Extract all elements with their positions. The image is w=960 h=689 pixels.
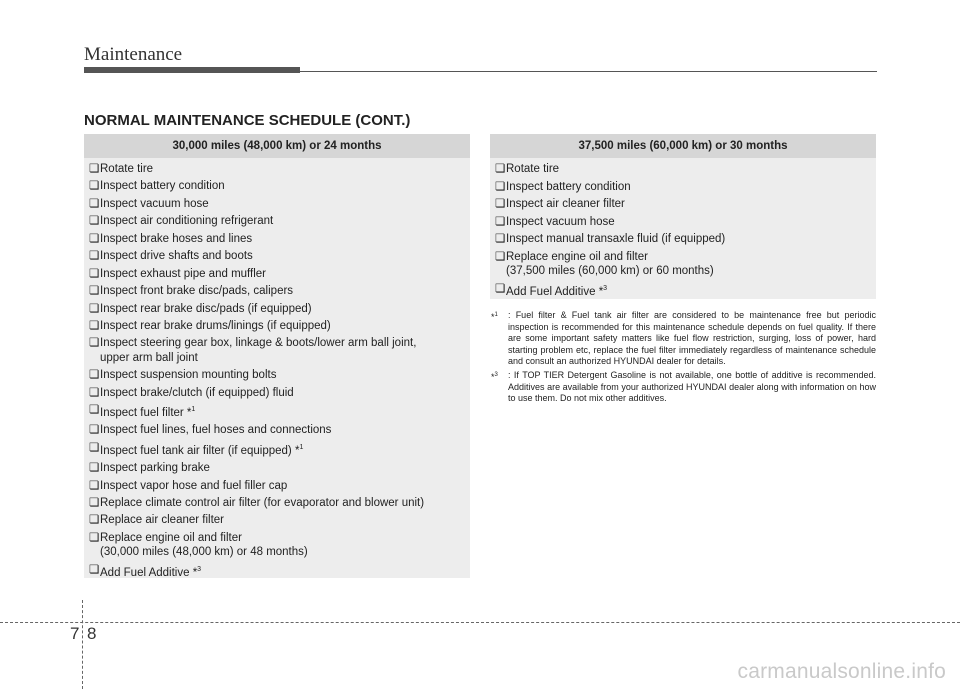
checklist-item-label: Add Fuel Additive * (100, 566, 198, 579)
checkbox-icon: ❏ (89, 232, 100, 245)
checklist-item (84, 441, 470, 458)
checkbox-icon: ❏ (89, 197, 100, 210)
checkbox-icon: ❏ (89, 285, 100, 298)
schedule-panel-37500 (490, 134, 876, 299)
footer-rule (0, 622, 960, 623)
header-rule (300, 71, 877, 72)
checklist-item-label: Inspect rear brake disc/pads (if equipped) (100, 302, 312, 315)
checklist-item (84, 162, 470, 177)
checklist-item (490, 232, 876, 247)
footnote-number: 1 (494, 312, 498, 318)
checklist-item (84, 513, 470, 528)
footnote (491, 310, 876, 368)
checklist-item (84, 336, 470, 365)
footnote-mark (491, 370, 498, 384)
checklist-item-label: Inspect vacuum hose (100, 197, 209, 210)
checklist-item (84, 232, 470, 247)
footnote-text: : If TOP TIER Detergent Gasoline is not available, one bottle of additive is recommended. Additives are available from your authorized HYUNDAI dealer along with information on how to use them. Do not mix other additives. (508, 369, 876, 404)
checkbox-icon: ❏ (89, 215, 100, 228)
checklist-item-label: Replace air cleaner filter (100, 514, 225, 527)
checkbox-icon: ❏ (495, 215, 506, 228)
checkbox-icon: ❏ (89, 479, 100, 492)
checkbox-icon: ❏ (89, 386, 100, 399)
checklist-item (490, 180, 876, 195)
checkbox-icon: ❏ (89, 369, 100, 382)
checklist-item (84, 302, 470, 317)
watermark: carmanualsonline.info (737, 660, 946, 683)
checkbox-icon: ❏ (89, 163, 100, 175)
checklist-item (84, 479, 470, 494)
checklist-item-label: Inspect brake/clutch (if equipped) fluid (100, 386, 294, 399)
checklist (490, 158, 876, 299)
checklist-item (490, 215, 876, 230)
footnote-text: : Fuel filter & Fuel tank air filter are considered to be maintenance free but periodic inspection is recommended for this maintenance schedule depends on fuel quality. If there are some important safety matters like fuel flow restriction, surging, loss of power, hard starting problem etc, replace the fuel filter immediately regardless of maintenance schedule and consult an authorized HYUNDAI dealer for details. (508, 310, 876, 367)
checkbox-icon: ❏ (89, 531, 100, 544)
checklist-item-label: Inspect vacuum hose (506, 215, 615, 228)
footnote-ref: 1 (299, 443, 304, 451)
checklist-item (84, 249, 470, 264)
checklist-item-detail: (30,000 miles (48,000 km) or 48 months) (100, 546, 308, 559)
checklist-item (84, 531, 470, 560)
page-number: 8 (87, 624, 97, 643)
checkbox-icon: ❏ (89, 404, 100, 417)
checklist-item-label: Inspect steering gear box, linkage & boots/lower arm ball joint, (100, 337, 417, 350)
checkbox-icon: ❏ (89, 250, 100, 263)
section-title: NORMAL MAINTENANCE SCHEDULE (CONT.) (84, 112, 411, 129)
checklist-item-label: Add Fuel Additive * (506, 285, 604, 298)
checklist-item-label: Inspect rear brake drums/linings (if equipped) (100, 319, 331, 332)
checkbox-icon: ❏ (495, 250, 506, 263)
checklist-item (490, 250, 876, 279)
checklist-item (84, 386, 470, 401)
checklist-item-label: Inspect air cleaner filter (506, 198, 625, 210)
checklist-item-label: Replace engine oil and filter (100, 531, 242, 544)
footnotes (491, 310, 876, 407)
footnote-number: 3 (494, 371, 498, 378)
checklist-item (84, 496, 470, 511)
checklist-item (84, 319, 470, 334)
footnote-asterisk: * (491, 312, 495, 322)
footnote-ref: 3 (603, 284, 608, 292)
checkbox-icon: ❏ (89, 563, 100, 576)
checkbox-icon: ❏ (495, 163, 506, 175)
checklist (84, 158, 470, 580)
footnote-asterisk: * (491, 371, 495, 382)
checklist-item-label: Replace climate control air filter (for evaporator and blower unit) (100, 497, 425, 510)
header-title: Maintenance (84, 44, 183, 65)
footer-divider (82, 600, 83, 689)
checklist-item-label: Inspect drive shafts and boots (100, 250, 253, 263)
checklist-item-label: Inspect battery condition (100, 180, 225, 193)
checklist-item (84, 423, 470, 438)
checklist-item-label: Inspect fuel filter * (100, 407, 192, 420)
checklist-item (84, 284, 470, 299)
checklist-item-label: Inspect fuel tank air filter (if equipped) * (100, 444, 300, 457)
checklist-item-label: Inspect brake hoses and lines (100, 232, 253, 245)
checklist-item-label: Inspect exhaust pipe and muffler (100, 267, 267, 280)
footnote (491, 370, 876, 405)
checkbox-icon: ❏ (89, 337, 100, 350)
checklist-item-detail: (37,500 miles (60,000 km) or 60 months) (506, 265, 714, 277)
checklist-item (84, 179, 470, 194)
checklist-item (84, 461, 470, 476)
checkbox-icon: ❏ (89, 462, 100, 475)
checklist-item-detail: upper arm ball joint (100, 351, 198, 364)
checklist-item (490, 197, 876, 212)
checklist-item (84, 197, 470, 212)
header-bar (84, 67, 300, 73)
checklist-item (84, 368, 470, 383)
checklist-item-label: Rotate tire (506, 163, 560, 175)
panel-heading: 37,500 miles (60,000 km) or 30 months (490, 134, 876, 158)
schedule-panel-30000 (84, 134, 470, 578)
footnote-ref: 1 (191, 406, 196, 414)
checklist-item (84, 214, 470, 229)
checkbox-icon: ❏ (495, 180, 506, 193)
checkbox-icon: ❏ (89, 514, 100, 527)
checkbox-icon: ❏ (495, 198, 506, 210)
checklist-item-label: Rotate tire (100, 163, 154, 175)
checklist-item-label: Inspect suspension mounting bolts (100, 369, 277, 382)
checklist-item (84, 267, 470, 282)
checklist-item (84, 563, 470, 580)
chapter-number: 7 (70, 624, 80, 643)
panel-heading: 30,000 miles (48,000 km) or 24 months (84, 134, 470, 158)
checkbox-icon: ❏ (89, 319, 100, 332)
checklist-item-label: Inspect air conditioning refrigerant (100, 215, 274, 228)
checklist-item-label: Replace engine oil and filter (506, 250, 648, 263)
checklist-item-label: Inspect fuel lines, fuel hoses and connections (100, 424, 332, 437)
checklist-item-label: Inspect front brake disc/pads, calipers (100, 285, 294, 298)
checklist-item (84, 403, 470, 420)
checkbox-icon: ❏ (89, 497, 100, 510)
checkbox-icon: ❏ (89, 180, 100, 193)
checklist-item-label: Inspect vapor hose and fuel filler cap (100, 479, 288, 492)
checkbox-icon: ❏ (89, 267, 100, 280)
checkbox-icon: ❏ (495, 233, 506, 245)
checkbox-icon: ❏ (89, 441, 100, 454)
footnote-ref: 3 (197, 565, 202, 573)
checklist-item (490, 162, 876, 177)
footnote-mark (491, 310, 498, 324)
checkbox-icon: ❏ (495, 282, 506, 295)
checklist-item-label: Inspect manual transaxle fluid (if equipped) (506, 233, 726, 245)
checkbox-icon: ❏ (89, 424, 100, 437)
checklist-item (490, 282, 876, 299)
checklist-item-label: Inspect battery condition (506, 180, 631, 193)
checklist-item-label: Inspect parking brake (100, 462, 210, 475)
checkbox-icon: ❏ (89, 302, 100, 315)
